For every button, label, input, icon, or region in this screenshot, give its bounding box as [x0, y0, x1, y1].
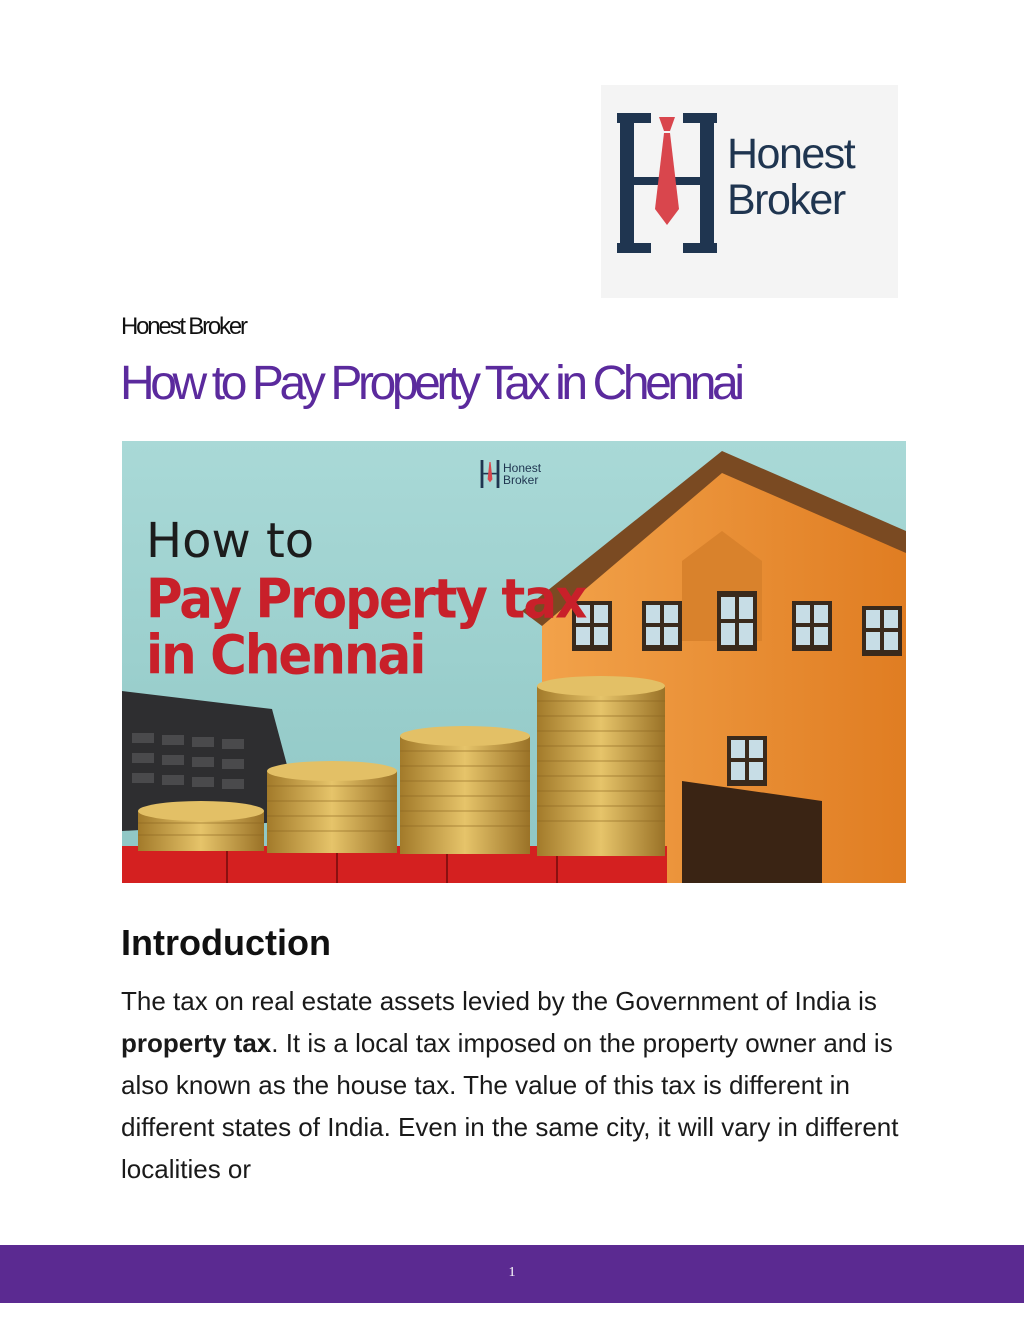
page-footer: [0, 1245, 1024, 1303]
hero-line-2: Pay Property tax: [146, 567, 586, 631]
page-title: How to Pay Property Tax in Chennai: [120, 357, 741, 410]
intro-paragraph: [121, 980, 911, 1190]
logo-line-1: Honest: [727, 130, 855, 178]
hero-caption: [146, 513, 586, 687]
hero-logo-line-2: Broker: [503, 473, 539, 487]
para-text-start: The tax on real estate assets levied by the Government of India is: [121, 986, 877, 1016]
hero-logo-icon: [480, 459, 500, 489]
hero-line-1: How to: [146, 513, 315, 569]
honest-broker-logo-icon: [617, 113, 717, 253]
hero-logo-line-1: Honest: [503, 461, 542, 475]
para-bold-term: property tax: [121, 1028, 272, 1058]
hero-image: [122, 441, 906, 883]
logo-line-2: Broker: [727, 176, 845, 224]
hero-line-3: in Chennai: [146, 623, 425, 687]
section-heading: Introduction: [121, 922, 331, 963]
para-text-end: . It is a local tax imposed on the property owner and is also known as the house tax. The value of this tax is different in different states of India. Even in the same city, it will vary in different localities or: [121, 1028, 899, 1184]
logo-box: [601, 85, 898, 298]
page-number: 1: [508, 1265, 516, 1280]
logo-wordmark: [727, 131, 854, 223]
hero-logo-text: [503, 462, 541, 486]
hero-logo: [480, 459, 541, 489]
author-name: Honest Broker: [121, 313, 246, 340]
